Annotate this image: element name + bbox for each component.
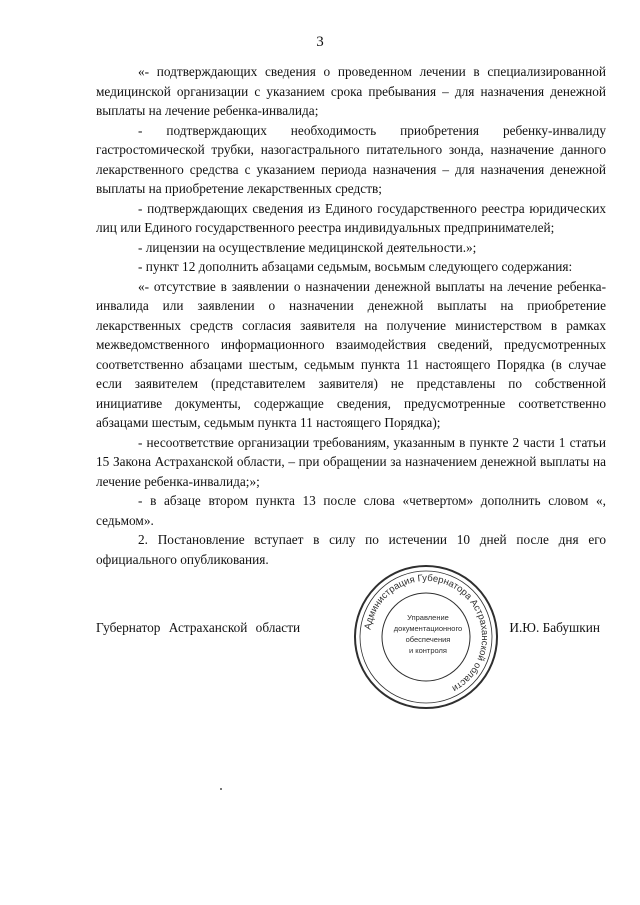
document-body bbox=[96, 62, 606, 569]
seal-center-line: Управление bbox=[407, 613, 449, 622]
signer-title: Губернатор Астраханской области bbox=[96, 620, 301, 635]
paragraph: - подтверждающих сведения из Единого государственного реестра юридических лиц или Единого государственного реестра индивидуальных предпринимателей; bbox=[96, 200, 606, 235]
page-number: 3 bbox=[316, 34, 324, 50]
scan-speck bbox=[220, 788, 222, 790]
paragraph: «- отсутствие в заявлении о назначении денежной выплаты на лечение ребенка-инвалида или заявлении о назначении денежной выплаты на приобретение лекарственных средств согласия заявителя на получение министерством в рамках межведомственного информационного взаимодействия сведений, предусмотренных соответственно абзацами шестым, седьмым пункта 11 настоящего Порядка (в случае если заявителем (представителем заявителя) не представлены по собственной инициативе документы, содержащие сведения, предусмотренные соответственно абзацами шестым, седьмым пункта 11 настоящего Порядка); bbox=[96, 278, 606, 430]
official-seal bbox=[352, 563, 500, 711]
seal-ring-text: Администрация Губернатора Астраханской области bbox=[362, 572, 491, 694]
seal-center-line: и контроля bbox=[408, 646, 448, 655]
paragraph: - несоответствие организации требованиям, указанным в пункте 2 части 1 статьи 15 Закона Астраханской области, – при обращении за назначением денежной выплаты на лечение ребенка-инвалида;»; bbox=[96, 434, 606, 489]
paragraph: - в абзаце втором пункта 13 после слова «четвертом» дополнить словом «, седьмом». bbox=[96, 493, 606, 528]
seal-center-line: документационного bbox=[393, 624, 463, 633]
seal-center-line: обеспечения bbox=[405, 635, 451, 644]
paragraph: 2. Постановление вступает в силу по истечении 10 дней после дня его официального опубликования. bbox=[96, 532, 606, 567]
paragraph: - пункт 12 дополнить абзацами седьмым, восьмым следующего содержания: bbox=[138, 259, 573, 274]
signer-name: И.Ю. Бабушкин bbox=[509, 620, 600, 635]
paragraph: «- подтверждающих сведения о проведенном лечении в специализированной медицинской организации с указанием срока пребывания – для назначения денежной выплаты на лечение ребенка-инвалида; bbox=[96, 64, 606, 118]
paragraph: - лицензии на осуществление медицинской деятельности.»; bbox=[138, 239, 477, 255]
paragraph: - подтверждающих необходимость приобретения ребенку-инвалиду гастростомической трубки, назогастрального питательного зонда, назначение данного лекарственного средства с указанием периода назначения – для назначения денежной выплаты на приобретение лекарственных средств; bbox=[96, 122, 606, 196]
